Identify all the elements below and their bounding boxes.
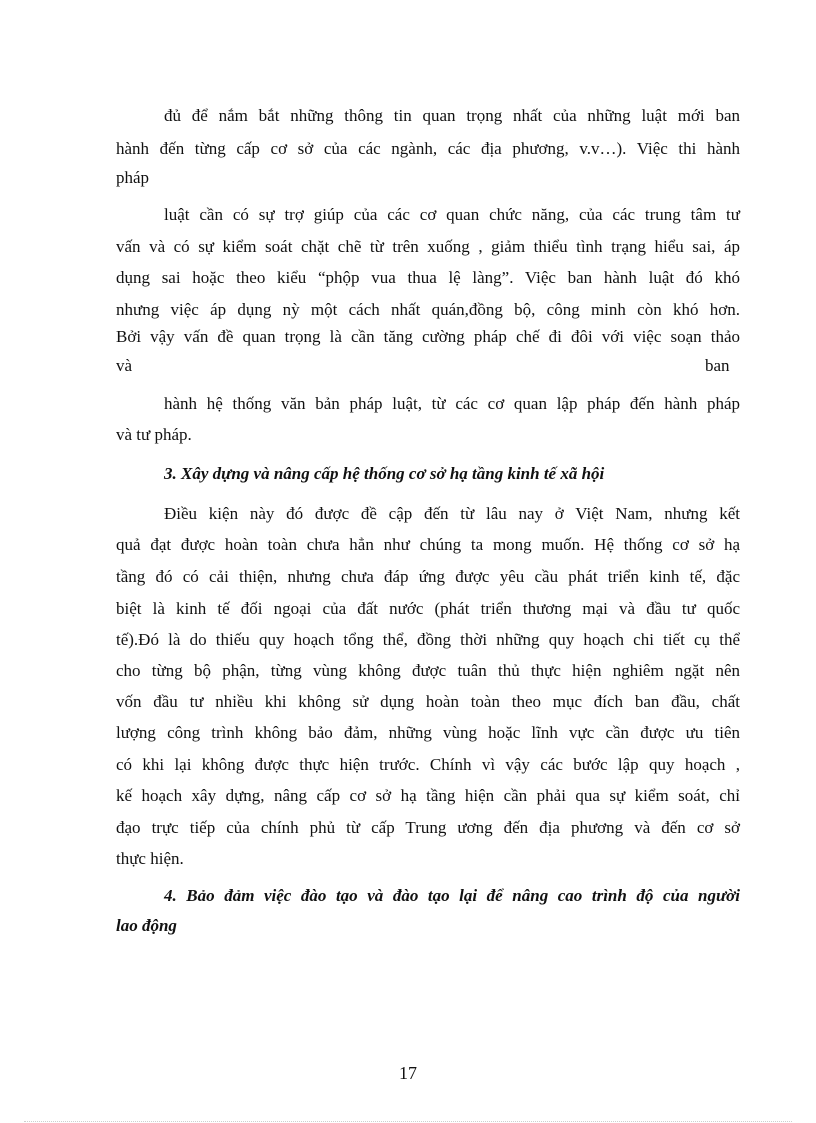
paragraph-line: biệt là kinh tế đối ngoại của đất nước (phát triển thương mại và đầu tư quốc [116, 599, 740, 618]
paragraph-line: tầng đó có cải thiện, nhưng chưa đáp ứng được yêu cầu phát triển kinh tế, đặc [116, 567, 740, 586]
paragraph-line: đạo trực tiếp của chính phủ từ cấp Trung ương đến địa phương và đến cơ sở [116, 818, 740, 837]
paragraph-line: vấn và có sự kiểm soát chặt chẽ từ trên xuống , giảm thiểu tình trạng hiểu sai, áp [116, 237, 740, 256]
paragraph-line: đủ để nắm bắt những thông tin quan trọng nhất của những luật mới ban [164, 106, 740, 125]
paragraph-line: pháp [116, 168, 150, 187]
paragraph-line: hành hệ thống văn bản pháp luật, từ các cơ quan lập pháp đến hành pháp [164, 394, 740, 413]
paragraph-line: kế hoạch xây dựng, nâng cấp cơ sở hạ tầng hiện cần phải qua sự kiểm soát, chỉ [116, 786, 740, 805]
paragraph-line: tế).Đó là do thiếu quy hoạch tổng thể, đồng thời những quy hoạch chi tiết cụ thể [116, 630, 740, 649]
section-heading: 3. Xây dựng và nâng cấp hệ thống cơ sở hạ tầng kinh tế xã hội [164, 464, 605, 483]
section-heading-continuation: lao động [116, 916, 177, 935]
paragraph-line-end: ban [705, 356, 730, 375]
paragraph-line: Điều kiện này đó được đề cập đến từ lâu nay ở Việt Nam, nhưng kết [164, 504, 740, 523]
page-number: 17 [399, 1063, 417, 1083]
paragraph-line: thực hiện. [116, 849, 184, 868]
paragraph-line: dụng sai hoặc theo kiểu “phộp vua thua lệ làng”. Việc ban hành luật đó khó [116, 268, 740, 287]
paragraph-line: lượng công trình không bảo đảm, những vùng hoặc lĩnh vực cần được ưu tiên [116, 723, 740, 742]
paragraph-line: có khi lại không được thực hiện trước. Chính vì vậy các bước lập quy hoạch , [116, 755, 740, 774]
paragraph-line: luật cần có sự trợ giúp của các cơ quan chức năng, của các trung tâm tư [164, 205, 740, 224]
paragraph-line: và tư pháp. [116, 425, 192, 444]
paragraph-line: hành đến từng cấp cơ sở của các ngành, các địa phương, v.v…). Việc thi hành [116, 139, 740, 158]
paragraph-line: và [116, 356, 133, 375]
section-heading: 4. Bảo đảm việc đào tạo và đào tạo lại để nâng cao trình độ của người [164, 886, 740, 905]
paragraph-line: Bởi vậy vấn đề quan trọng là cần tăng cường pháp chế đi đôi với việc soạn thảo [116, 327, 740, 346]
paragraph-line: cho từng bộ phận, từng vùng không được tuân thủ thực hiện nghiêm ngặt nên [116, 661, 740, 680]
page-bottom-divider [24, 1121, 792, 1122]
paragraph-line: vốn đầu tư nhiều khi không sử dụng hoàn toàn theo mục đích ban đầu, chất [116, 692, 740, 711]
paragraph-line: quả đạt được hoàn toàn chưa hẳn như chúng ta mong muốn. Hệ thống cơ sở hạ [116, 535, 740, 554]
paragraph-line: nhưng việc áp dụng nỳ một cách nhất quán,đồng bộ, công minh còn khó hơn. [116, 300, 740, 319]
